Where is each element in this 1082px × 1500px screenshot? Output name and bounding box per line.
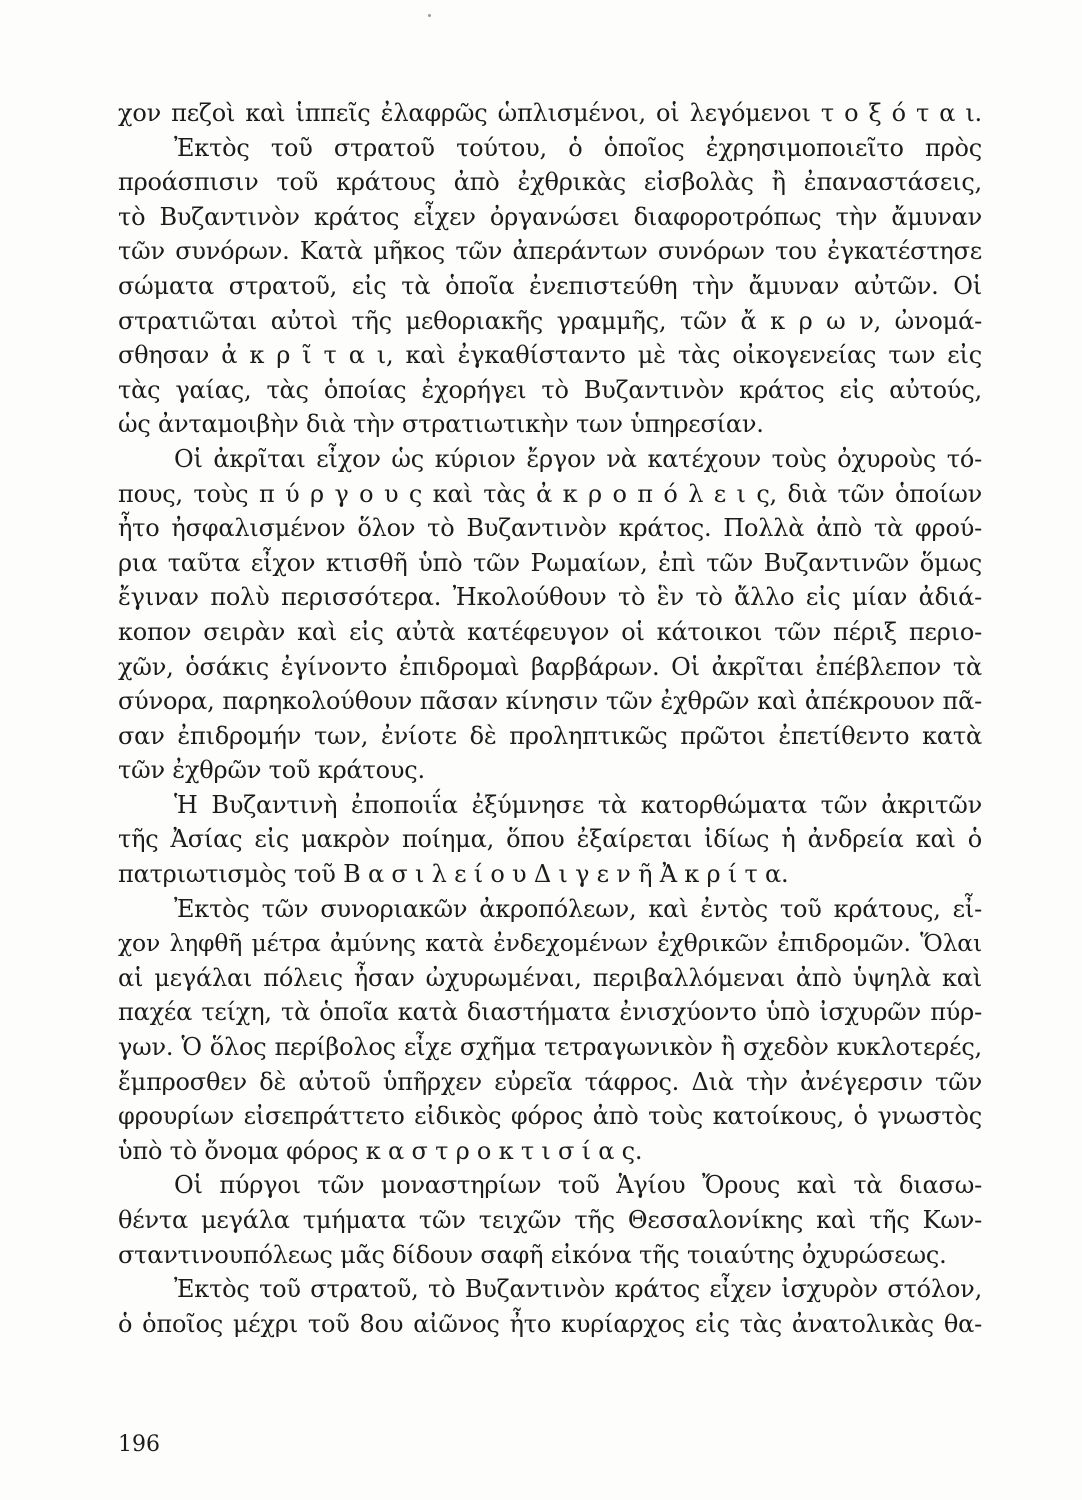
text-line: τῶν συνόρων. Κατὰ μῆκος τῶν ἀπεράντων συνόρων του ἐγκατέστησε [118, 237, 982, 266]
text-line: στρατιῶται αὐτοὶ τῆς μεθοριακῆς γραμμῆς, τῶν ἄ κ ρ ω ν, ὠνομά- [118, 306, 982, 335]
text-line: τῆς Ἀσίας εἰς μακρὸν ποίημα, ὅπου ἐξαίρεται ἰδίως ἡ ἀνδρεία καὶ ὁ [118, 825, 982, 854]
text-line: χον ληφθῆ μέτρα ἀμύνης κατὰ ἐνδεχομένων ἐχθρικῶν ἐπιδρομῶν. Ὅλαι [118, 929, 982, 958]
text-line: κοπον σειρὰν καὶ εἰς αὐτὰ κατέφευγον οἱ κάτοικοι τῶν πέριξ περιο- [118, 617, 982, 646]
text-line: Ἐκτὸς τοῦ στρατοῦ, τὸ Βυζαντινὸν κράτος εἶχεν ἰσχυρὸν στόλον, [174, 1275, 982, 1304]
text-line: Ἡ Βυζαντινὴ ἐποποιΐα ἐξύμνησε τὰ κατορθώματα τῶν ἀκριτῶν [174, 790, 982, 819]
text-line: ἔμπροσθεν δὲ αὐτοῦ ὑπῆρχεν εὐρεῖα τάφρος. Διὰ τὴν ἀνέγερσιν τῶν [118, 1067, 982, 1096]
text-line: τὰς γαίας, τὰς ὁποίας ἐχορήγει τὸ Βυζαντινὸν κράτος εἰς αὐτούς, [118, 375, 982, 404]
text-line: χῶν, ὁσάκις ἐγίνοντο ἐπιδρομαὶ βαρβάρων. Οἱ ἀκρῖται ἐπέβλεπον τὰ [118, 652, 982, 681]
text-line: ὑπὸ τὸ ὄνομα φόρος κ α σ τ ρ ο κ τ ι σ ί α ς. [118, 1136, 643, 1165]
text-line: ἦτο ἠσφαλισμένον ὅλον τὸ Βυζαντινὸν κράτος. Πολλὰ ἀπὸ τὰ φρού- [118, 514, 982, 543]
text-line: ρια ταῦτα εἶχον κτισθῆ ὑπὸ τῶν Ρωμαίων, ἐπὶ τῶν Βυζαντινῶν ὅμως [118, 548, 982, 577]
text-line: Οἱ πύργοι τῶν μοναστηρίων τοῦ Ἁγίου Ὄρους καὶ τὰ διασω- [174, 1171, 982, 1200]
body-text [118, 96, 982, 1341]
text-line: σταντινουπόλεως μᾶς δίδουν σαφῆ εἰκόνα τῆς τοιαύτης ὀχυρώσεως. [118, 1240, 947, 1269]
text-line: αἱ μεγάλαι πόλεις ἦσαν ὠχυρωμέναι, περιβαλλόμεναι ἀπὸ ὑψηλὰ καὶ [118, 963, 982, 992]
text-line: ἔγιναν πολὺ περισσότερα. Ἠκολούθουν τὸ ἓν τὸ ἄλλο εἰς μίαν ἀδιά- [118, 583, 982, 612]
text-line: ὁ ὁποῖος μέχρι τοῦ 8ου αἰῶνος ἦτο κυρίαρχος εἰς τὰς ἀνατολικὰς θα- [118, 1309, 982, 1338]
text-line: σαν ἐπιδρομήν των, ἐνίοτε δὲ προληπτικῶς πρῶτοι ἐπετίθεντο κατὰ [118, 721, 982, 750]
text-line: φρουρίων εἰσεπράττετο εἰδικὸς φόρος ἀπὸ τοὺς κατοίκους, ὁ γνωστὸς [118, 1102, 982, 1131]
margin-speck [428, 14, 431, 17]
text-line: Ἐκτὸς τῶν συνοριακῶν ἀκροπόλεων, καὶ ἐντὸς τοῦ κράτους, εἶ- [174, 894, 982, 923]
text-line: ὡς ἀνταμοιβὴν διὰ τὴν στρατιωτικὴν των ὑπηρεσίαν. [118, 410, 764, 439]
text-line: θέντα μεγάλα τμήματα τῶν τειχῶν τῆς Θεσσαλονίκης καὶ τῆς Κων- [118, 1206, 982, 1234]
page-number: 196 [118, 1432, 160, 1457]
text-line: Ἐκτὸς τοῦ στρατοῦ τούτου, ὁ ὁποῖος ἐχρησιμοποιεῖτο πρὸς [174, 133, 982, 162]
text-line: γων. Ὁ ὅλος περίβολος εἶχε σχῆμα τετραγωνικὸν ἢ σχεδὸν κυκλοτερές, [118, 1033, 982, 1062]
text-line: σθησαν ἀ κ ρ ῖ τ α ι, καὶ ἐγκαθίσταντο μὲ τὰς οἰκογενείας των εἰς [118, 341, 982, 370]
text-line: Οἱ ἀκρῖται εἶχον ὡς κύριον ἔργον νὰ κατέχουν τοὺς ὀχυροὺς τό- [174, 444, 982, 473]
text-line: σώματα στρατοῦ, εἰς τὰ ὁποῖα ἐνεπιστεύθη τὴν ἄμυναν αὐτῶν. Οἱ [118, 271, 982, 300]
text-line: σύνορα, παρηκολούθουν πᾶσαν κίνησιν τῶν ἐχθρῶν καὶ ἀπέκρουον πᾶ- [118, 687, 982, 716]
text-line: τῶν ἐχθρῶν τοῦ κράτους. [118, 756, 425, 785]
text-line: πους, τοὺς π ύ ρ γ ο υ ς καὶ τὰς ἀ κ ρ ο π ό λ ε ι ς, διὰ τῶν ὁποίων [118, 479, 982, 508]
text-line: πατριωτισμὸς τοῦ Β α σ ι λ ε ί ο υ Δ ι γ ε ν ῆ Ἀ κ ρ ί τ α. [118, 860, 789, 889]
text-line: παχέα τείχη, τὰ ὁποῖα κατὰ διαστήματα ἐνισχύοντο ὑπὸ ἰσχυρῶν πύρ- [118, 998, 982, 1027]
text-line: προάσπισιν τοῦ κράτους ἀπὸ ἐχθρικὰς εἰσβολὰς ἢ ἐπαναστάσεις, [118, 168, 982, 197]
text-line: χον πεζοὶ καὶ ἱππεῖς ἐλαφρῶς ὡπλισμένοι, οἱ λεγόμενοι τ ο ξ ό τ α ι. [118, 99, 982, 127]
text-line: τὸ Βυζαντινὸν κράτος εἶχεν ὀργανώσει διαφοροτρόπως τὴν ἄμυναν [118, 202, 982, 231]
